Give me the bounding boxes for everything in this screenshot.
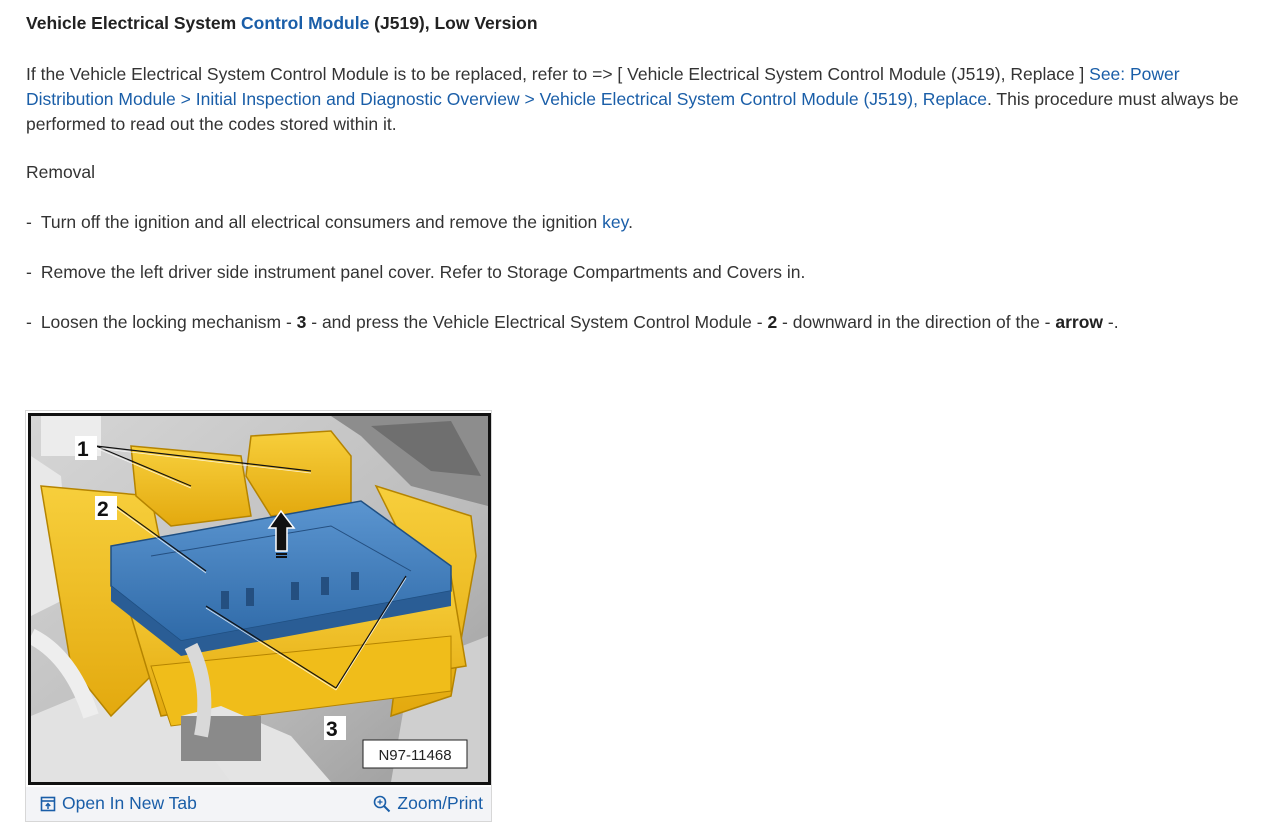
intro-paragraph: If the Vehicle Electrical System Control Module is to be replaced, refer to => [ Vehicle Electrical System Control Module (J519), Replace ] See: Power Distribution Module > Initial Inspection and Diagnostic Overview > Vehicle Electrical System Control Module (J519), Replace. This procedure must always be performed to read out the codes stored within it. bbox=[26, 64, 1239, 134]
figure-code: N97-11468 bbox=[378, 747, 452, 764]
open-new-tab-label: Open In New Tab bbox=[62, 793, 197, 813]
zoom-print-button[interactable] bbox=[373, 793, 483, 814]
step-item: - Turn off the ignition and all electrical consumers and remove the ignition key. bbox=[26, 212, 633, 232]
step-item: - Remove the left driver side instrument panel cover. Refer to Storage Compartments and Covers in. bbox=[26, 262, 806, 282]
section-title: Removal bbox=[26, 162, 96, 182]
zoom-icon bbox=[373, 795, 391, 813]
figure-toolbar bbox=[26, 787, 491, 821]
page-title: Vehicle Electrical System Control Module (J519), Low Version bbox=[26, 13, 538, 33]
zoom-print-label: Zoom/Print bbox=[397, 793, 483, 813]
callout-1: 1 bbox=[77, 438, 89, 461]
callout-2: 2 bbox=[97, 498, 109, 521]
step-item: - Loosen the locking mechanism - 3 - and press the Vehicle Electrical System Control Module - 2 - downward in the direction of the - arrow -. bbox=[26, 312, 1119, 332]
callout-3: 3 bbox=[326, 718, 338, 741]
figure-image[interactable] bbox=[28, 413, 491, 785]
see-power-distribution-link[interactable]: See: Power Distribution Module > Initial Inspection and Diagnostic Overview > Vehicle Electrical System Control Module (J519), Replace bbox=[26, 64, 1180, 109]
module-illustration bbox=[31, 416, 488, 782]
open-new-tab-icon bbox=[40, 796, 56, 812]
control-module-link[interactable]: Control Module bbox=[241, 13, 370, 33]
open-new-tab-button[interactable] bbox=[40, 793, 197, 814]
ignition-key-link[interactable]: key bbox=[602, 212, 629, 232]
figure-card bbox=[25, 410, 492, 822]
